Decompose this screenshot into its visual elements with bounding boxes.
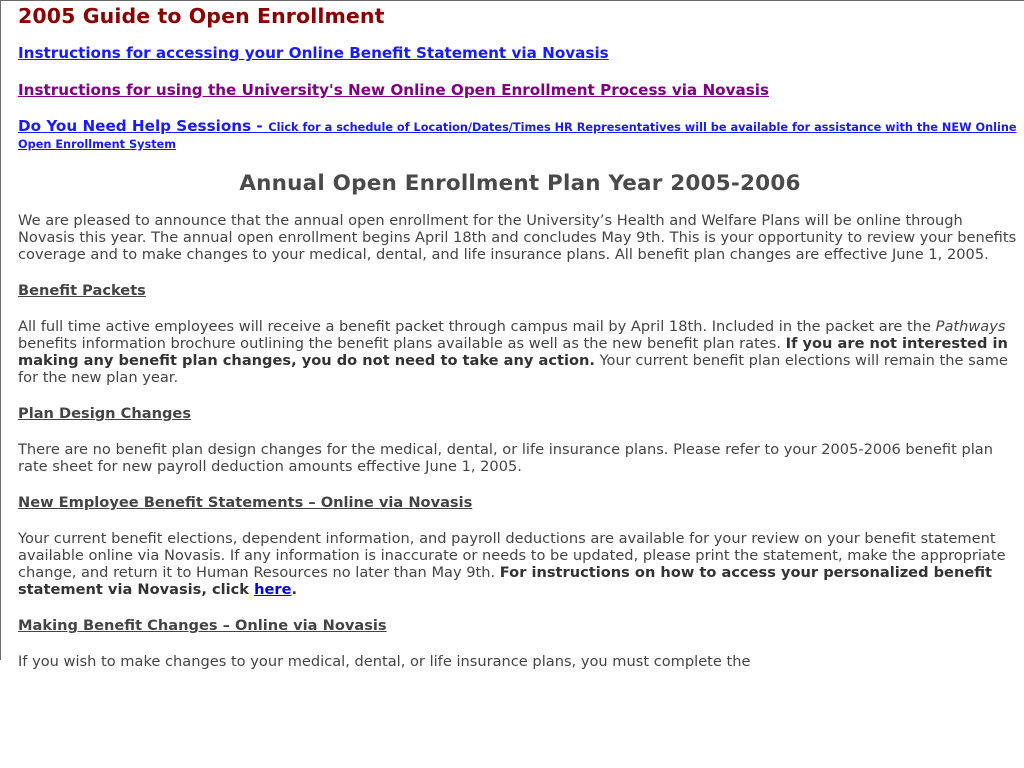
plan-design-heading: Plan Design Changes: [18, 405, 192, 422]
left-border: [0, 0, 1, 660]
packets-text-a: All full time active employees will receive a benefit packet through campus mail by April 18th. Included in the packet are the: [18, 318, 936, 335]
pathways-term: Pathways: [935, 318, 1006, 335]
statements-end: .: [291, 581, 298, 598]
packets-bold-note: If you are not interested in making any benefit plan changes, you do not need to take any action.: [18, 335, 1008, 369]
intro-paragraph: We are pleased to announce that the annual open enrollment for the University’s Health and Welfare Plans will be online through Novasis this year. The annual open enrollment begins April 18th and concludes May 9th. This is your opportunity to review your benefits coverage and to make changes to your medical, dental, and life insurance plans. All benefit plan changes are effective June 1, 2005.: [18, 212, 1017, 263]
packets-text-c: Your current benefit plan elections will remain the same for the new plan year.: [18, 352, 1008, 386]
help-sessions-label: Do You Need Help Sessions -: [18, 117, 263, 135]
help-sessions-block: [18, 118, 1022, 152]
making-changes-heading: Making Benefit Changes – Online via Novasis: [18, 617, 387, 634]
page-content: [18, 4, 1022, 670]
making-changes-paragraph: If you wish to make changes to your medical, dental, or life insurance plans, you must complete the: [18, 653, 751, 670]
here-link[interactable]: here: [254, 581, 292, 598]
benefit-statement-link[interactable]: Instructions for accessing your Online Benefit Statement via Novasis: [18, 44, 609, 62]
help-sessions-link[interactable]: [18, 116, 1017, 152]
page-title: 2005 Guide to Open Enrollment: [18, 4, 385, 28]
statements-heading: New Employee Benefit Statements – Online via Novasis: [18, 494, 473, 511]
top-border: [0, 0, 1024, 1]
enrollment-process-link[interactable]: Instructions for using the University's New Online Open Enrollment Process via Novasis: [18, 81, 770, 99]
plan-design-paragraph: There are no benefit plan design changes for the medical, dental, or life insurance plans. Please refer to your 2005-2006 benefit plan rate sheet for new payroll deduction amounts effective June 1, 2005.: [18, 441, 993, 475]
statements-text: Your current benefit elections, dependent information, and payroll deductions are available for your review on your benefit statement available online via Novasis. If any information is inaccurate or needs to be updated, please print the statement, make the appropriate change, and return it to Human Resources no later than May 9th.: [18, 530, 1006, 581]
statements-paragraph: [18, 530, 1022, 598]
help-sessions-sublabel: Click for a schedule of Location/Dates/Times HR Representatives will be available for assistance with the NEW Online Open Enrollment System: [18, 121, 1017, 151]
main-heading: Annual Open Enrollment Plan Year 2005-2006: [239, 171, 801, 196]
benefit-packets-heading: Benefit Packets: [18, 282, 146, 299]
benefit-packets-paragraph: [18, 318, 1022, 386]
statements-bold: For instructions on how to access your personalized benefit statement via Novasis, click: [18, 564, 993, 598]
packets-text-b: benefits information brochure outlining the benefit plans available as well as the new benefit plan rates.: [18, 335, 786, 352]
